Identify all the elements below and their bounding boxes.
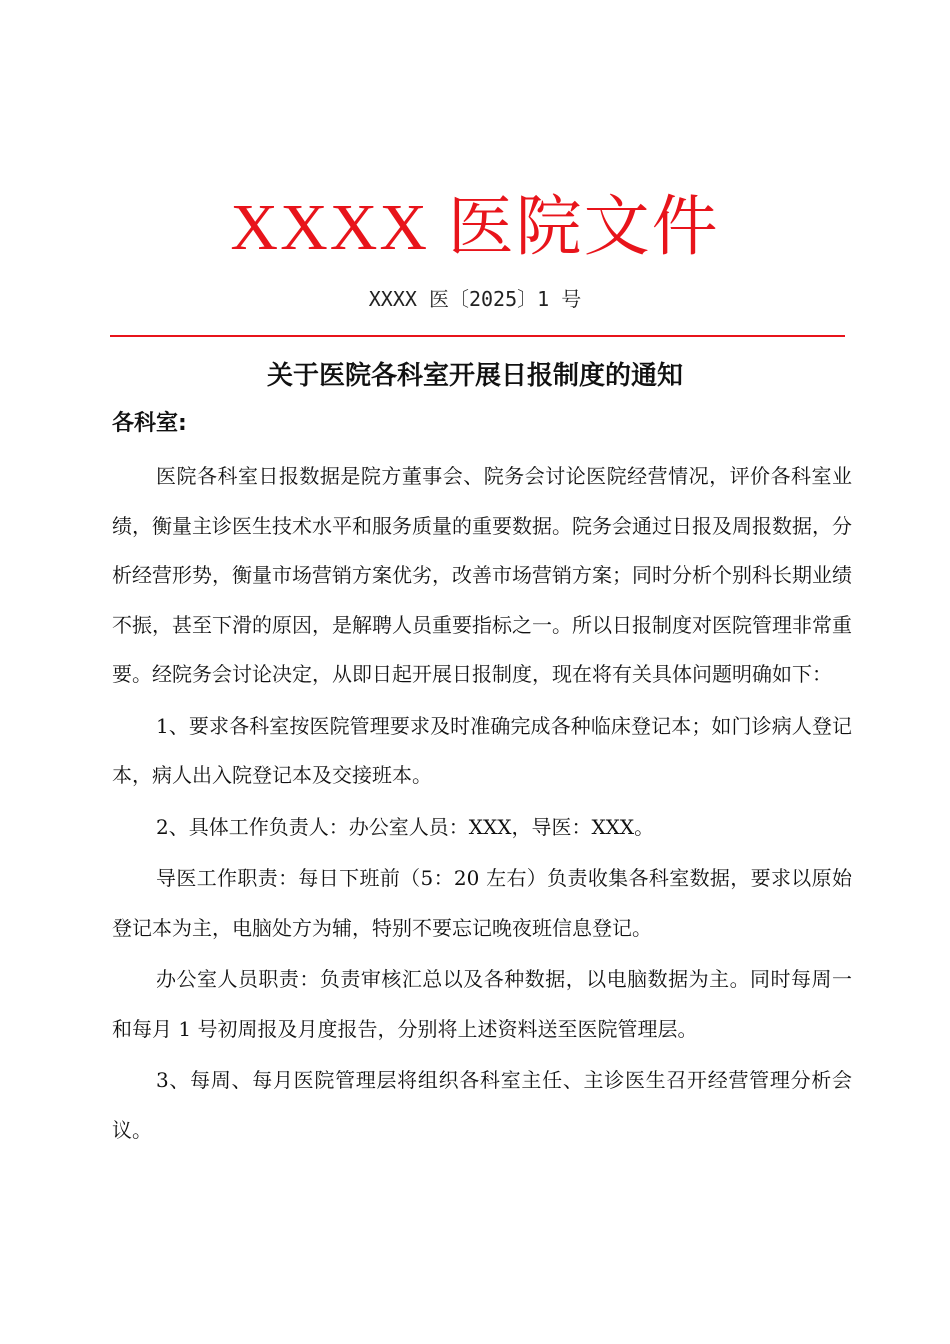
notice-body xyxy=(112,452,852,1157)
body-paragraph: 导医工作职责：每日下班前（5：20 左右）负责收集各科室数据，要求以原始登记本为主，电脑处方为辅，特别不要忘记晚夜班信息登记。 xyxy=(112,866,852,940)
body-paragraph: 2、具体工作负责人：办公室人员：XXX，导医：XXX。 xyxy=(156,814,655,839)
body-paragraph: 医院各科室日报数据是院方董事会、院务会讨论医院经营情况，评价各科室业绩，衡量主诊医生技术水平和服务质量的重要数据。院务会通过日报及周报数据，分析经营形势，衡量市场营销方案优劣，改善市场营销方案；同时分析个别科长期业绩不振，甚至下滑的原因，是解聘人员重要指标之一。所以日报制度对医院管理非常重要。经院务会讨论决定，从即日起开展日报制度，现在将有关具体问题明确如下： xyxy=(112,464,852,686)
body-paragraph: 1、要求各科室按医院管理要求及时准确完成各种临床登记本；如门诊病人登记本，病人出入院登记本及交接班本。 xyxy=(112,713,852,787)
body-paragraph: 3、每周、每月医院管理层将组织各科室主任、主诊医生召开经营管理分析会议。 xyxy=(112,1068,852,1142)
document-number: XXXX 医〔2025〕1 号 xyxy=(368,287,582,311)
body-paragraph: 办公室人员职责：负责审核汇总以及各种数据，以电脑数据为主。同时每周一和每月 1 号初周报及月度报告，分别将上述资料送至医院管理层。 xyxy=(112,967,852,1041)
notice-title: 关于医院各科室开展日报制度的通知 xyxy=(266,361,683,391)
red-divider-line xyxy=(110,335,845,337)
addressee: 各科室: xyxy=(112,411,187,436)
document-header-title: XXXX 医院文件 xyxy=(230,191,720,264)
